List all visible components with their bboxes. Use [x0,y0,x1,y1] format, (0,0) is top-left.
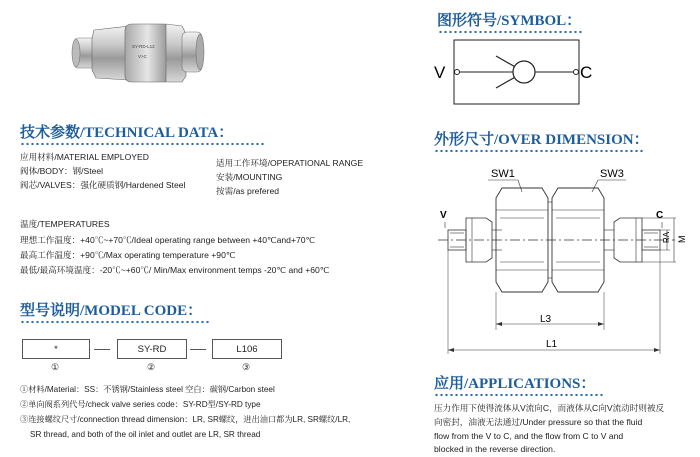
model-code-title: 型号说明/MODEL CODE： [20,303,203,319]
dimension-label-sw3: SW3 [600,168,624,180]
model-code-number-2: ② [147,362,156,372]
symbol-title: 图形符号/SYMBOL： [437,13,582,29]
symbol-port-c: C [580,63,593,82]
product-photo [70,6,205,94]
dimension-label-v: V [440,210,447,221]
applications-title: 应用/APPLICATIONS： [434,376,596,392]
check-valve-symbol [430,36,600,108]
model-code-box-material: * [22,339,90,359]
model-note-thread-cont: SR thread, and both of the oil inlet and outlet are LR, SR thread [30,430,261,439]
technical-data-divider [20,142,264,146]
dimension-label-ra: RA [662,231,671,243]
applications-line-4: blocked in the reverse direction. [434,444,556,454]
over-dimension-divider [434,149,644,153]
over-dimension-title: 外形尺寸/OVER DIMENSION： [434,132,649,148]
model-code-box-series: SY-RD [117,339,187,359]
technical-left-line-3: 阀芯/VALVES：强化硬质钢/Hardened Steel [20,180,186,190]
dimension-drawing [430,158,700,358]
dimension-label-c: C [656,210,664,221]
temperature-environment: 最低/最高环境温度：-20℃~+60℃/ Min/Max environment temps -20℃ and +60℃ [20,265,330,275]
temperature-max: 最高工作温度：+90℃/Max operating temperature +90℃ [20,250,236,260]
model-code-dash-2 [190,349,206,350]
photo-marking-1: SY-RD-L12 [132,44,155,49]
model-note-series: ②单向阀系列代号/check valve series code：SY-RD型/SY-RD type [20,400,261,409]
model-code-number-3: ③ [242,362,251,372]
photo-marking-2: V>C [138,54,147,59]
technical-data-title: 技术参数/TECHNICAL DATA： [20,125,234,141]
applications-line-2: 向密封，油液无法通过/Under pressure so that the fluid [434,417,643,427]
symbol-port-v: V [434,63,446,82]
model-code-box-thread: L106 [212,339,282,359]
model-code-dash-1 [94,349,110,350]
applications-divider [434,393,604,397]
dimension-label-sw1: SW1 [491,168,515,180]
symbol-divider [438,30,584,34]
technical-right-line-3: 按需/as prefered [216,186,280,196]
applications-line-3: flow from the V to C, and the flow from C to V and [434,431,624,441]
temperatures-heading: 温度/TEMPERATURES [20,219,110,229]
technical-right-line-2: 安装/MOUNTING [216,172,283,182]
temperature-ideal: 理想工作温度：+40℃~+70℃/Ideal operating range between +40℃and+70℃ [20,235,316,245]
model-code-divider [20,320,210,324]
technical-left-line-2: 阀体/BODY：钢/Steel [20,166,104,176]
technical-right-line-1: 适用工作环境/OPERATIONAL RANGE [216,158,364,168]
applications-line-1: 压力作用下使得流体从V流向C，而液体从C向V流动时则被反 [434,403,665,413]
model-note-thread: ③连接螺纹尺寸/connection thread dimension：LR, SR螺纹，进出油口都为LR, SR螺纹/LR, [20,415,351,424]
dimension-label-l1: L1 [546,339,558,350]
model-code-number-1: ① [51,362,60,372]
model-note-material: ①材料/Material：SS：不锈钢/Stainless steel 空白：碳钢/Carbon steel [20,385,275,394]
technical-left-line-1: 应用材料/MATERIAL EMPLOYED [20,152,149,162]
dimension-label-l3: L3 [540,314,552,325]
dimension-label-m: M [677,235,687,243]
